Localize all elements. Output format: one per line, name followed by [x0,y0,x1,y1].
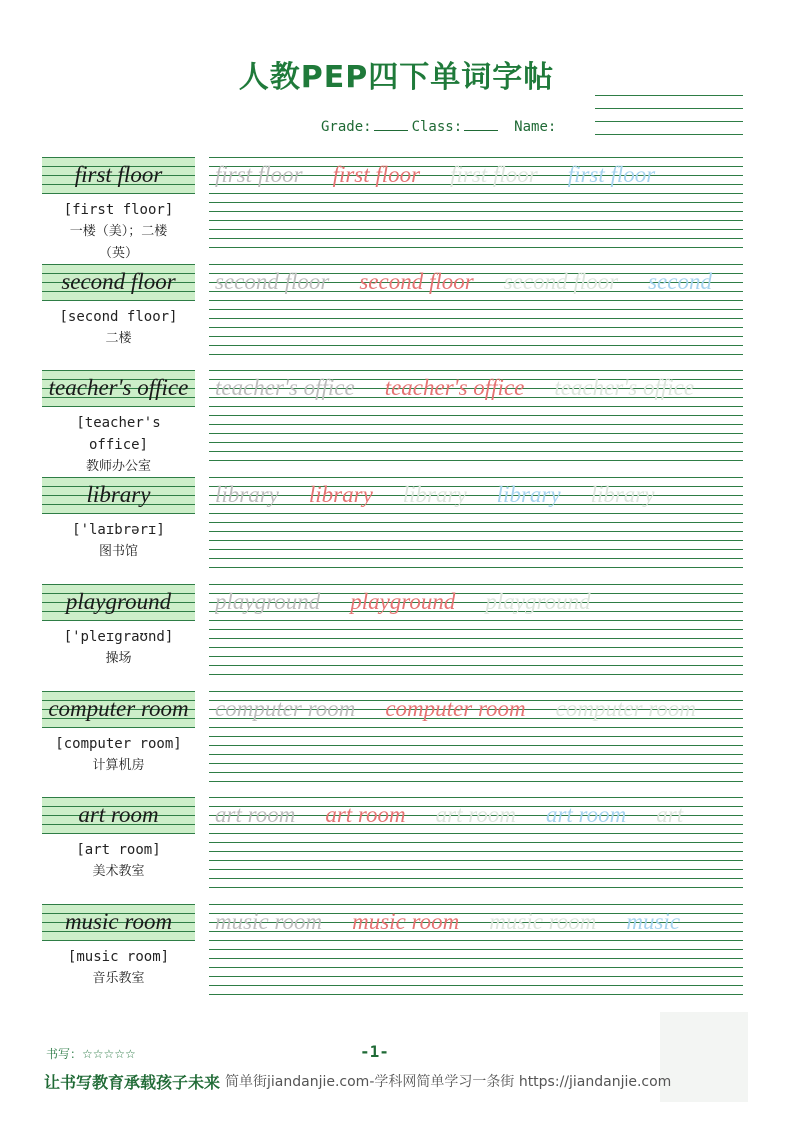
practice-line [209,976,743,977]
word-script: library [86,482,151,507]
trace-word: playground [350,589,456,614]
practice-line [209,949,743,950]
trace-word: first floor [450,162,538,187]
guide-line [42,406,195,407]
word-band [42,691,195,727]
trace-word: computer room [385,696,526,721]
trace-word: music room [352,909,460,934]
practice-line [209,202,743,203]
word-band [42,477,195,513]
trace-word: art room [435,802,516,827]
trace-row [215,691,743,727]
word-meaning: 二楼 [105,331,132,346]
trace-word: first floor [332,162,421,187]
trace-row [215,904,743,940]
practice-line [209,736,743,737]
practice-line [209,842,743,843]
practice-line [209,513,743,514]
guide-line [42,193,195,194]
practice-line [209,522,743,523]
practice-line [209,985,743,986]
corner-block [660,1012,748,1102]
word-band [42,264,195,300]
trace-row [215,477,743,513]
practice-line [209,860,743,861]
practice-line [209,220,743,221]
practice-line [209,406,743,407]
word-meaning: 音乐教室 [92,971,145,986]
trace-word: second floor [503,269,619,294]
practice-line [209,211,743,212]
practice-line [209,327,743,328]
trace-word: library [402,482,467,507]
practice-line [209,442,743,443]
trace-word: library [496,482,561,507]
word-meaning: 一楼（美）；二楼 [69,224,168,239]
trace-word: music room [489,909,597,934]
word-script: playground [65,589,172,614]
name-box-line [595,134,743,135]
practice-line [209,656,743,657]
trace-word: teacher's office [554,375,695,400]
guide-line [42,300,195,301]
trace-word: library [590,482,655,507]
practice-line [209,994,743,995]
practice-line [209,300,743,301]
trace-word: playground [215,589,321,614]
class-label: Class: [411,119,463,135]
practice-line [209,558,743,559]
practice-line [209,238,743,239]
trace-word: music room [215,909,323,934]
watermark: 简单街jiandanjie.com-学科网简单学习一条街 https://jiandanjie.com [225,1074,672,1090]
trace-word: second floor [359,269,474,294]
slogan: 让书写教育承载孩子未来 [44,1073,221,1092]
word-band [42,584,195,620]
writing-rating: 书写：☆☆☆☆☆ [46,1047,136,1061]
word-phonetic: [art room] [76,842,161,858]
practice-line [209,345,743,346]
word-phonetic: [second floor] [59,309,178,325]
class-field[interactable] [464,118,498,131]
practice-line [209,887,743,888]
trace-word: teacher's office [215,375,355,400]
trace-word: teacher's office [384,375,525,400]
trace-word: computer room [215,696,356,721]
guide-line [42,727,195,728]
name-label: Name: [514,119,557,135]
trace-row [215,584,743,620]
word-phonetic: [first floor] [63,202,174,218]
trace-word: art room [545,802,627,827]
word-meaning: 美术教室 [92,864,145,879]
practice-line [209,336,743,337]
trace-word: art [656,802,684,827]
practice-line [209,665,743,666]
practice-line [209,745,743,746]
practice-line [209,247,743,248]
practice-line [209,638,743,639]
trace-word: first floor [215,162,303,187]
word-phonetic: ['pleɪgraʊnd] [63,629,174,645]
practice-line [209,229,743,230]
practice-line [209,424,743,425]
word-meaning: 教师办公室 [85,459,151,474]
practice-line [209,958,743,959]
practice-line [209,415,743,416]
trace-word: art room [215,802,296,827]
word-phonetic: [computer room] [55,736,182,752]
practice-line [209,629,743,630]
practice-line [209,433,743,434]
word-script: teacher's office [48,375,189,400]
practice-line [209,318,743,319]
word-script: computer room [48,696,189,721]
practice-line [209,647,743,648]
practice-line [209,781,743,782]
practice-line [209,354,743,355]
trace-row [215,157,743,193]
trace-word: playground [485,589,591,614]
trace-row [215,797,743,833]
guide-line [42,620,195,621]
trace-word: second [648,269,712,294]
trace-word: library [308,482,373,507]
practice-line [209,309,743,310]
practice-line [209,674,743,675]
word-meaning: 计算机房 [92,758,145,773]
practice-line [209,549,743,550]
word-band [42,797,195,833]
word-phonetic-cont: office] [88,437,148,453]
practice-line [209,451,743,452]
trace-word: first floor [567,162,656,187]
word-meaning: （英） [98,246,138,261]
practice-line [209,772,743,773]
guide-line [42,513,195,514]
grade-field[interactable] [374,118,408,131]
practice-line [209,940,743,941]
word-band [42,157,195,193]
guide-line [42,940,195,941]
trace-word: art room [325,802,406,827]
practice-line [209,193,743,194]
practice-line [209,531,743,532]
word-script: second floor [61,269,176,294]
trace-word: computer room [555,696,696,721]
practice-line [209,851,743,852]
word-script: art room [78,802,159,827]
practice-line [209,763,743,764]
name-box-line [595,108,743,109]
practice-line [209,869,743,870]
practice-line [209,540,743,541]
practice-line [209,460,743,461]
practice-line [209,754,743,755]
word-script: music room [64,909,173,934]
practice-line [209,567,743,568]
word-band [42,370,195,406]
trace-word: music [626,909,681,934]
word-meaning: 图书馆 [98,544,138,559]
word-phonetic: ['laɪbrərɪ] [72,522,165,538]
practice-line [209,727,743,728]
word-phonetic: [teacher's [76,415,161,431]
practice-line [209,620,743,621]
practice-line [209,878,743,879]
word-phonetic: [music room] [67,949,170,965]
trace-word: second floor [215,269,330,294]
guide-line [42,833,195,834]
practice-line [209,967,743,968]
word-meaning: 操场 [105,651,132,666]
grade-label: Grade: [321,119,372,135]
trace-row [215,264,743,300]
practice-line [209,833,743,834]
page-number: -1- [360,1042,389,1061]
page-title: 人教PEP四下单词字帖 [238,60,555,95]
word-band [42,904,195,940]
trace-row [215,370,743,406]
name-box-line [595,121,743,122]
name-box-line [595,95,743,96]
trace-word: library [215,482,279,507]
word-script: first floor [74,162,163,187]
student-info-row [321,118,556,135]
